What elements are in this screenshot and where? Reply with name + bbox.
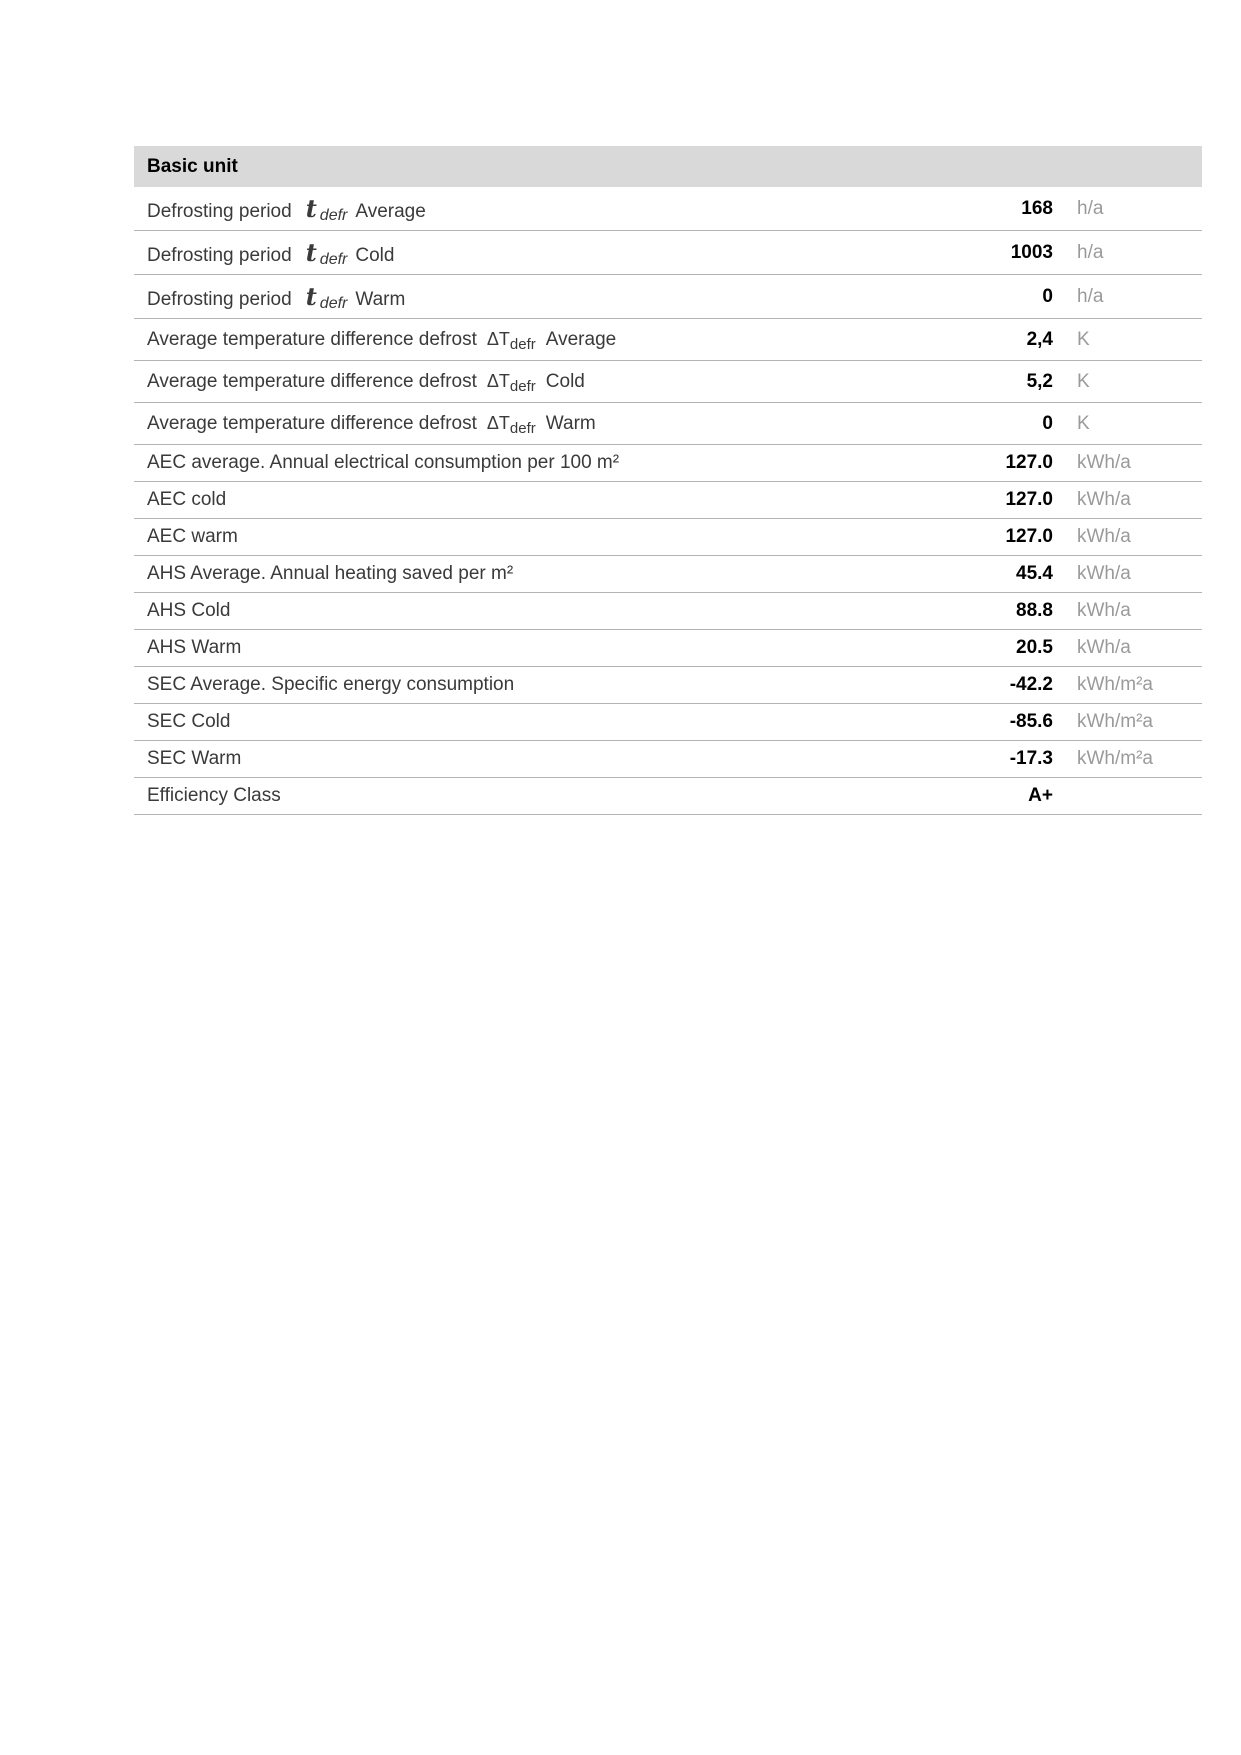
symbol-subscript: defr [319,251,348,268]
row-value: 127.0 [945,519,1065,556]
row-label: Efficiency Class [134,778,945,815]
row-unit: kWh/a [1065,556,1202,593]
row-unit: K [1065,319,1202,361]
table-row [134,741,1202,778]
row-value: -17.3 [945,741,1065,778]
row-label-cell [134,231,945,275]
row-unit [1065,778,1202,815]
row-unit: kWh/m²a [1065,704,1202,741]
table-row [134,275,1202,319]
symbol-t: t [305,194,317,223]
row-condition: Average [545,328,617,350]
table-row [134,482,1202,519]
row-label: AHS Average. Annual heating saved per m² [134,556,945,593]
row-value: 2,4 [945,319,1065,361]
row-label-cell [134,275,945,319]
row-unit: kWh/a [1065,445,1202,482]
table-row [134,556,1202,593]
row-unit: kWh/a [1065,630,1202,667]
row-condition: Cold [355,245,395,266]
symbol-subscript: defr [509,419,536,437]
row-condition: Warm [355,289,406,310]
row-label: AEC cold [134,482,945,519]
symbol-subscript: defr [509,335,536,353]
symbol-subscript: defr [509,377,536,395]
table-row [134,231,1202,275]
table-header-row [134,146,1202,187]
row-value: 1003 [945,231,1065,275]
row-label: AHS Warm [134,630,945,667]
row-label: AHS Cold [134,593,945,630]
symbol-t: t [305,282,317,311]
row-label-cell [134,361,945,403]
row-label-cell [134,403,945,445]
row-unit: kWh/m²a [1065,741,1202,778]
symbol-delta-t: ΔT [486,370,510,391]
table-row [134,704,1202,741]
row-label: Average temperature difference defrost [147,328,477,350]
row-unit: h/a [1065,275,1202,319]
symbol-subscript: defr [319,207,348,224]
row-value: 45.4 [945,556,1065,593]
row-value: 0 [945,275,1065,319]
row-value: -42.2 [945,667,1065,704]
row-value: 127.0 [945,482,1065,519]
row-label: SEC Cold [134,704,945,741]
table-row [134,187,1202,231]
row-unit: K [1065,361,1202,403]
symbol-subscript: defr [319,295,348,312]
row-label: SEC Average. Specific energy consumption [134,667,945,704]
row-label: Defrosting period [147,201,292,222]
row-unit: kWh/a [1065,593,1202,630]
symbol-delta-t: ΔT [486,412,510,433]
table-row [134,445,1202,482]
row-label: AEC average. Annual electrical consumption per 100 m² [134,445,945,482]
row-label: Defrosting period [147,289,292,310]
table-row [134,593,1202,630]
row-unit: kWh/m²a [1065,667,1202,704]
row-unit: kWh/a [1065,482,1202,519]
row-value: A+ [945,778,1065,815]
row-condition: Cold [545,370,585,392]
row-value: 127.0 [945,445,1065,482]
row-label-cell [134,187,945,231]
table-row [134,403,1202,445]
symbol-delta-t: ΔT [486,328,510,349]
table-row [134,519,1202,556]
row-unit: kWh/a [1065,519,1202,556]
row-value: 88.8 [945,593,1065,630]
row-label: Average temperature difference defrost [147,370,477,392]
table-row [134,667,1202,704]
row-label: Average temperature difference defrost [147,412,477,434]
table-row [134,319,1202,361]
row-condition: Average [355,201,426,222]
table-row [134,361,1202,403]
table-title: Basic unit [134,146,1202,187]
row-unit: h/a [1065,187,1202,231]
table-row [134,630,1202,667]
row-label: SEC Warm [134,741,945,778]
row-condition: Warm [545,412,596,434]
row-value: 20.5 [945,630,1065,667]
row-label-cell [134,319,945,361]
row-label: AEC warm [134,519,945,556]
row-unit: h/a [1065,231,1202,275]
row-value: -85.6 [945,704,1065,741]
row-value: 0 [945,403,1065,445]
row-label: Defrosting period [147,245,292,266]
symbol-t: t [305,238,317,267]
row-unit: K [1065,403,1202,445]
row-value: 168 [945,187,1065,231]
table-row [134,778,1202,815]
spec-table [134,146,1202,815]
row-value: 5,2 [945,361,1065,403]
